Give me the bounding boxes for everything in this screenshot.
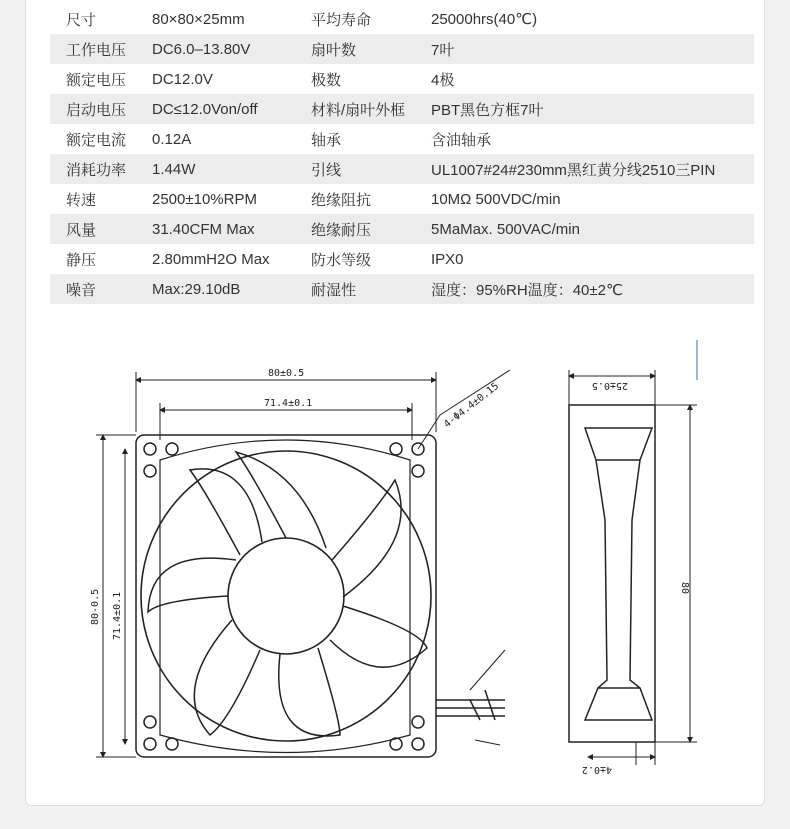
spec-row xyxy=(50,64,754,94)
spec-label: 绝缘阻抗 xyxy=(311,191,372,209)
spec-value: DC12.0V xyxy=(152,70,213,88)
spec-label: 启动电压 xyxy=(66,101,127,119)
spec-value: 湿度：95%RH温度：40±2℃ xyxy=(431,281,623,299)
spec-label: 材料/扇叶外框 xyxy=(311,101,406,119)
spec-value: 2500±10%RPM xyxy=(152,190,257,208)
spec-value: 0.12A xyxy=(152,130,192,148)
spec-label: 引线 xyxy=(311,161,342,179)
spec-label: 风量 xyxy=(66,221,97,239)
spec-value: 2.80mmH2O Max xyxy=(152,250,270,268)
spec-label: 额定电压 xyxy=(66,71,127,89)
spec-label: 工作电压 xyxy=(66,41,127,59)
dim-width-label: 80±0.5 xyxy=(268,368,305,379)
spec-value: 4极 xyxy=(431,71,455,89)
spec-value: Max:29.10dB xyxy=(152,280,241,298)
spec-row xyxy=(50,124,754,154)
dim-side-height-label: 80 xyxy=(679,582,690,595)
dim-hole-dia-label: 4-Φ4.4±0.15 xyxy=(442,380,502,431)
spec-value: UL1007#24#230mm黑红黄分线2510三PIN xyxy=(431,161,716,179)
spec-row xyxy=(50,274,754,304)
spec-label: 平均寿命 xyxy=(311,11,372,29)
side-dimensions xyxy=(569,370,697,765)
spec-value: 80×80×25mm xyxy=(152,10,245,28)
spec-label: 转速 xyxy=(66,191,97,209)
spec-value: PBT黑色方框7叶 xyxy=(431,101,544,119)
spec-row xyxy=(50,94,754,124)
dim-hole-spacing-label: 71.4±0.1 xyxy=(264,398,313,409)
spec-label: 消耗功率 xyxy=(66,161,127,179)
spec-label: 扇叶数 xyxy=(311,41,357,59)
spec-label: 耐湿性 xyxy=(311,281,357,299)
spec-value: 7叶 xyxy=(431,41,455,59)
spec-value: 1.44W xyxy=(152,160,196,178)
spec-value: 25000hrs(40℃) xyxy=(431,11,538,28)
side-view xyxy=(569,405,655,742)
spec-value: DC≤12.0Von/off xyxy=(152,100,258,118)
spec-value: 含油轴承 xyxy=(431,131,492,149)
dim-height-label: 80-0.5 xyxy=(90,588,101,625)
spec-value: 10MΩ 500VDC/min xyxy=(431,190,561,208)
spec-row xyxy=(50,214,754,244)
spec-row xyxy=(50,154,754,184)
spec-value: IPX0 xyxy=(431,250,464,268)
spec-label: 极数 xyxy=(311,71,342,89)
spec-label: 额定电流 xyxy=(66,131,127,149)
spec-label: 轴承 xyxy=(311,131,342,149)
spec-label: 噪音 xyxy=(66,281,97,299)
dim-hole-spacing-v-label: 71.4±0.1 xyxy=(112,591,123,640)
dim-tab-label: 4±0.2 xyxy=(581,764,612,775)
spec-value: 5MaMax. 500VAC/min xyxy=(431,220,580,238)
spec-label: 尺寸 xyxy=(66,11,97,29)
spec-table xyxy=(50,4,754,304)
spec-row xyxy=(50,184,754,214)
spec-row xyxy=(50,4,754,34)
spec-value: DC6.0–13.80V xyxy=(152,40,251,58)
fan-technical-drawing xyxy=(0,330,790,800)
spec-row xyxy=(50,34,754,64)
spec-label: 绝缘耐压 xyxy=(311,221,372,239)
spec-row xyxy=(50,244,754,274)
spec-label: 静压 xyxy=(66,251,97,269)
dim-thickness-label: 25±0.5 xyxy=(591,380,628,391)
spec-value: 31.40CFM Max xyxy=(152,220,255,238)
spec-label: 防水等级 xyxy=(311,251,372,269)
front-view xyxy=(136,435,505,757)
